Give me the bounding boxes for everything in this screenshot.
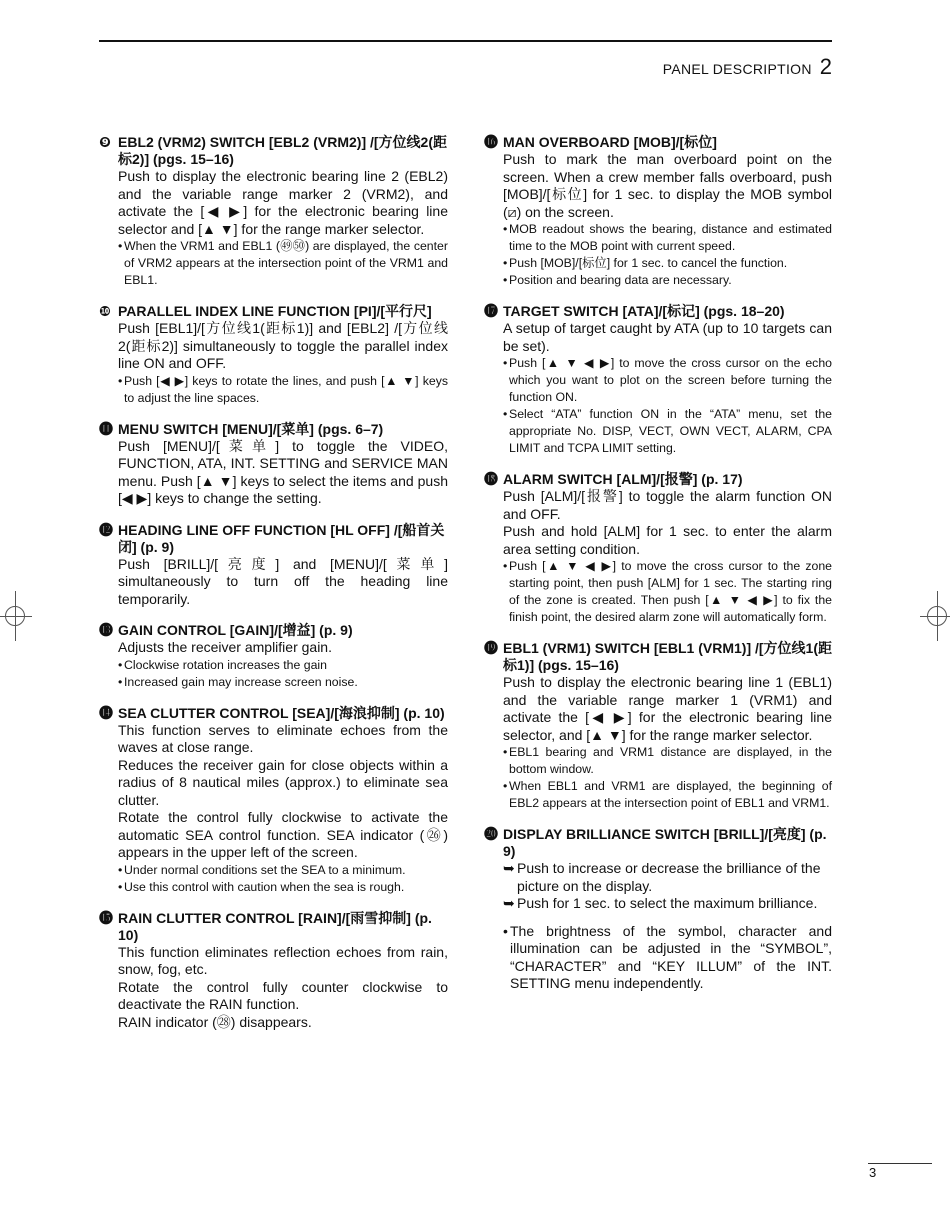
section-heading (99, 705, 448, 722)
bullet-icon: • (503, 745, 508, 759)
section-title: PARALLEL INDEX LINE FUNCTION [PI]/[平行尺] (118, 303, 432, 319)
bullet-text: Clockwise rotation increases the gain (124, 657, 328, 672)
arrow-text: Push to increase or decrease the brilliance of the picture on the display. (517, 860, 821, 894)
arrow-text: Push for 1 sec. to select the maximum brilliance. (517, 895, 818, 911)
paragraph: Reduces the receiver gain for close objects within a radius of 8 nautical miles (approx.) to eliminate sea clutter. (118, 756, 448, 808)
section (484, 471, 832, 626)
bullet-icon: • (118, 239, 123, 253)
section-number: ⓭ (99, 622, 113, 638)
bullet-text: When the VRM1 and EBL1 (㊾㊿) are displayed, the center of VRM2 appears at the intersection point of the VRM1 and EBL1. (124, 239, 448, 287)
paragraph: Rotate the control fully clockwise to activate the automatic SEA control function. SEA indicator (㉖) appears in the upper left of the screen. (118, 809, 448, 860)
bullet-icon: • (503, 559, 508, 573)
paragraph: Push [MENU]/[菜单] to toggle the VIDEO, FUNCTION, ATA, INT. SETTING and SERVICE MAN menu. Push [▲ ▼] keys to select the items and push [◀ ▶] keys to change the setting. (118, 437, 448, 506)
bullet-text: Push [◀ ▶] keys to rotate the lines, and push [▲ ▼] keys to adjust the line spaces. (124, 373, 448, 405)
registration-mark-left (0, 603, 34, 629)
bullet-item (118, 657, 448, 674)
bullet-item (118, 373, 448, 407)
section-title: TARGET SWITCH [ATA]/[标记] (pgs. 18–20) (503, 303, 785, 319)
section-title: GAIN CONTROL [GAIN]/[增益] (p. 9) (118, 622, 353, 638)
section (99, 134, 448, 289)
bullet-item (503, 744, 832, 778)
section (99, 622, 448, 691)
arrow-icon: ➥ (503, 895, 515, 911)
bullet-text: Use this control with caution when the sea is rough. (124, 879, 405, 894)
section-number: ⓲ (484, 471, 498, 487)
section (99, 303, 448, 407)
section-title: RAIN CLUTTER CONTROL [RAIN]/[雨雪抑制] (p. 10) (118, 909, 432, 943)
section-heading (484, 826, 832, 860)
paragraph: Push to display the electronic bearing line 1 (EBL1) and the variable range marker 1 (VRM1) and activate the [◀ ▶] for the electronic bearing line selector, and [▲ ▼] for the range marker selector. (503, 674, 832, 743)
section-title: MAN OVERBOARD [MOB]/[标位] (503, 134, 717, 150)
right-column (484, 134, 832, 1007)
paragraph: This function eliminates reflection echoes from rain, snow, fog, etc. (118, 943, 448, 977)
section-heading (99, 522, 448, 556)
bullet-text: EBL1 bearing and VRM1 distance are displayed, in the bottom window. (509, 745, 832, 776)
bullet-item (118, 862, 448, 879)
bullet-text: MOB readout shows the bearing, distance and estimated time to the MOB point with current speed. (509, 222, 832, 253)
bullet-text: When EBL1 and VRM1 are displayed, the beginning of EBL2 appears at the intersection point of EBL1 and VRM1. (509, 779, 832, 810)
registration-mark-right (920, 603, 950, 629)
left-column (99, 134, 448, 1045)
bullet-text: Push [▲ ▼ ◀ ▶] to move the cross cursor on the echo which you want to plot on the screen before turning the function ON. (509, 356, 832, 404)
paragraph: Push to display the electronic bearing line 2 (EBL2) and the variable range marker 2 (VRM2), and activate the [◀ ▶] for the electronic bearing line selector and [▲ ▼] for the range marker selector. (118, 168, 448, 237)
paragraph: This function serves to eliminate echoes from the waves at close range. (118, 721, 448, 755)
section-heading (484, 303, 832, 320)
bullet-item (503, 778, 832, 812)
bullet-icon: • (118, 862, 123, 877)
section-title: SEA CLUTTER CONTROL [SEA]/[海浪抑制] (p. 10) (118, 704, 445, 721)
section-title: EBL1 (VRM1) SWITCH [EBL1 (VRM1)] /[方位线1(距标1)] (pgs. 15–16) (503, 640, 832, 673)
footer-rule (868, 1163, 932, 1164)
bullet-icon: • (503, 407, 508, 421)
paragraph: A setup of target caught by ATA (up to 10 targets can be set). (503, 320, 832, 354)
paragraph: Push [EBL1]/[方位线1(距标1)] and [EBL2] /[方位线2(距标2)] simultaneously to toggle the parallel index line ON and OFF. (118, 320, 448, 371)
bullet-item (118, 238, 448, 289)
bullet-icon: • (118, 657, 123, 672)
bullet-item (503, 255, 832, 272)
paragraph: Rotate the control fully counter clockwise to deactivate the RAIN function. (118, 978, 448, 1012)
section (484, 134, 832, 289)
paragraph: Adjusts the receiver amplifier gain. (118, 639, 332, 655)
section (484, 640, 832, 812)
paragraph: Push to mark the man overboard point on the screen. When a crew member falls overboard, push [MOB]/[标位] for 1 sec. to display the MOB symbol (⧄) on the screen. (503, 151, 832, 220)
section-heading (99, 303, 448, 320)
section-title: PANEL DESCRIPTION (662, 61, 812, 77)
section (99, 522, 448, 609)
bullet-icon: • (118, 879, 123, 894)
section-number: ❿ (99, 303, 111, 319)
paragraph: Push and hold [ALM] for 1 sec. to enter the alarm area setting condition. (503, 523, 832, 557)
section-number: ⓬ (99, 521, 113, 538)
bullet-item (503, 406, 832, 457)
section-title: MENU SWITCH [MENU]/[菜单] (pgs. 6–7) (118, 420, 384, 437)
section-number: ⓫ (99, 420, 113, 437)
bullet-icon: • (503, 779, 508, 793)
bullet-item (503, 272, 832, 289)
section-number: ⓱ (484, 303, 498, 319)
bullet-item (503, 558, 832, 626)
chapter-number: 2 (819, 54, 832, 79)
arrow-item (503, 895, 832, 913)
bullet-text: Push [▲ ▼ ◀ ▶] to move the cross cursor to the zone starting point, then push [ALM] for 1 sec. The starting ring of the zone is created. Then push [▲ ▼ ◀ ▶] to fix the finish point, the desired alarm zone will automatically form. (509, 559, 832, 624)
bullet-item (503, 355, 832, 406)
section-heading (99, 910, 448, 944)
note-item (503, 923, 832, 993)
section-title: HEADING LINE OFF FUNCTION [HL OFF] /[船首关闭] (p. 9) (118, 521, 445, 555)
section-heading (99, 421, 448, 438)
bullet-icon: • (118, 674, 123, 689)
bullet-icon: • (503, 273, 508, 287)
section-title: EBL2 (VRM2) SWITCH [EBL2 (VRM2)] /[方位线2(距标2)] (pgs. 15–16) (118, 134, 447, 167)
section (99, 421, 448, 508)
section-heading (99, 134, 448, 168)
bullet-text: Under normal conditions set the SEA to a minimum. (124, 862, 406, 877)
bullet-icon: • (503, 256, 508, 270)
section (484, 826, 832, 993)
bullet-icon: • (503, 222, 508, 236)
section-title: ALARM SWITCH [ALM]/[报警] (p. 17) (503, 471, 743, 487)
paragraph: Push [ALM]/[报警] to toggle the alarm function ON and OFF. (503, 488, 832, 522)
bullet-text: Select “ATA” function ON in the “ATA” menu, set the appropriate No. DISP, VECT, OWN VECT, ALARM, CPA LIMIT and TCPA LIMIT setting. (509, 407, 832, 455)
bullet-text: Push [MOB]/[标位] for 1 sec. to cancel the function. (509, 256, 788, 270)
note-text: The brightness of the symbol, character and illumination can be adjusted in the “SYMBOL”, “CHARACTER” and “KEY ILLUM” of the INT. SETTING menu independently. (510, 922, 832, 991)
bullet-item (118, 674, 448, 691)
section-number: ❾ (99, 134, 111, 150)
section (99, 705, 448, 896)
section-number: ⓰ (484, 134, 498, 150)
arrow-item (503, 860, 832, 895)
bullet-item (503, 221, 832, 255)
paragraph: RAIN indicator (㉘) disappears. (118, 1013, 312, 1030)
section-number: ⓴ (484, 826, 498, 842)
section-number: ⓳ (484, 640, 498, 656)
section-heading (99, 622, 448, 639)
section (99, 910, 448, 1032)
section-number: ⓮ (99, 704, 113, 721)
section-heading (484, 640, 832, 674)
page-header (663, 54, 832, 80)
bullet-icon: • (503, 356, 508, 370)
paragraph: Push [BRILL]/[亮度] and [MENU]/[菜单] simultaneously to turn off the heading line temporarily. (118, 555, 448, 607)
arrow-icon: ➥ (503, 860, 515, 876)
section-number: ⓯ (99, 909, 113, 926)
bullet-icon: • (118, 373, 123, 388)
bullet-text: Position and bearing data are necessary. (509, 273, 732, 287)
header-rule (99, 40, 832, 42)
bullet-icon: • (503, 922, 508, 939)
bullet-text: Increased gain may increase screen noise. (124, 674, 358, 689)
bullet-item (118, 879, 448, 896)
section-heading (484, 134, 832, 151)
page-number: 3 (869, 1165, 877, 1180)
section-heading (484, 471, 832, 488)
section-title: DISPLAY BRILLIANCE SWITCH [BRILL]/[亮度] (p. 9) (503, 826, 827, 859)
section (484, 303, 832, 457)
